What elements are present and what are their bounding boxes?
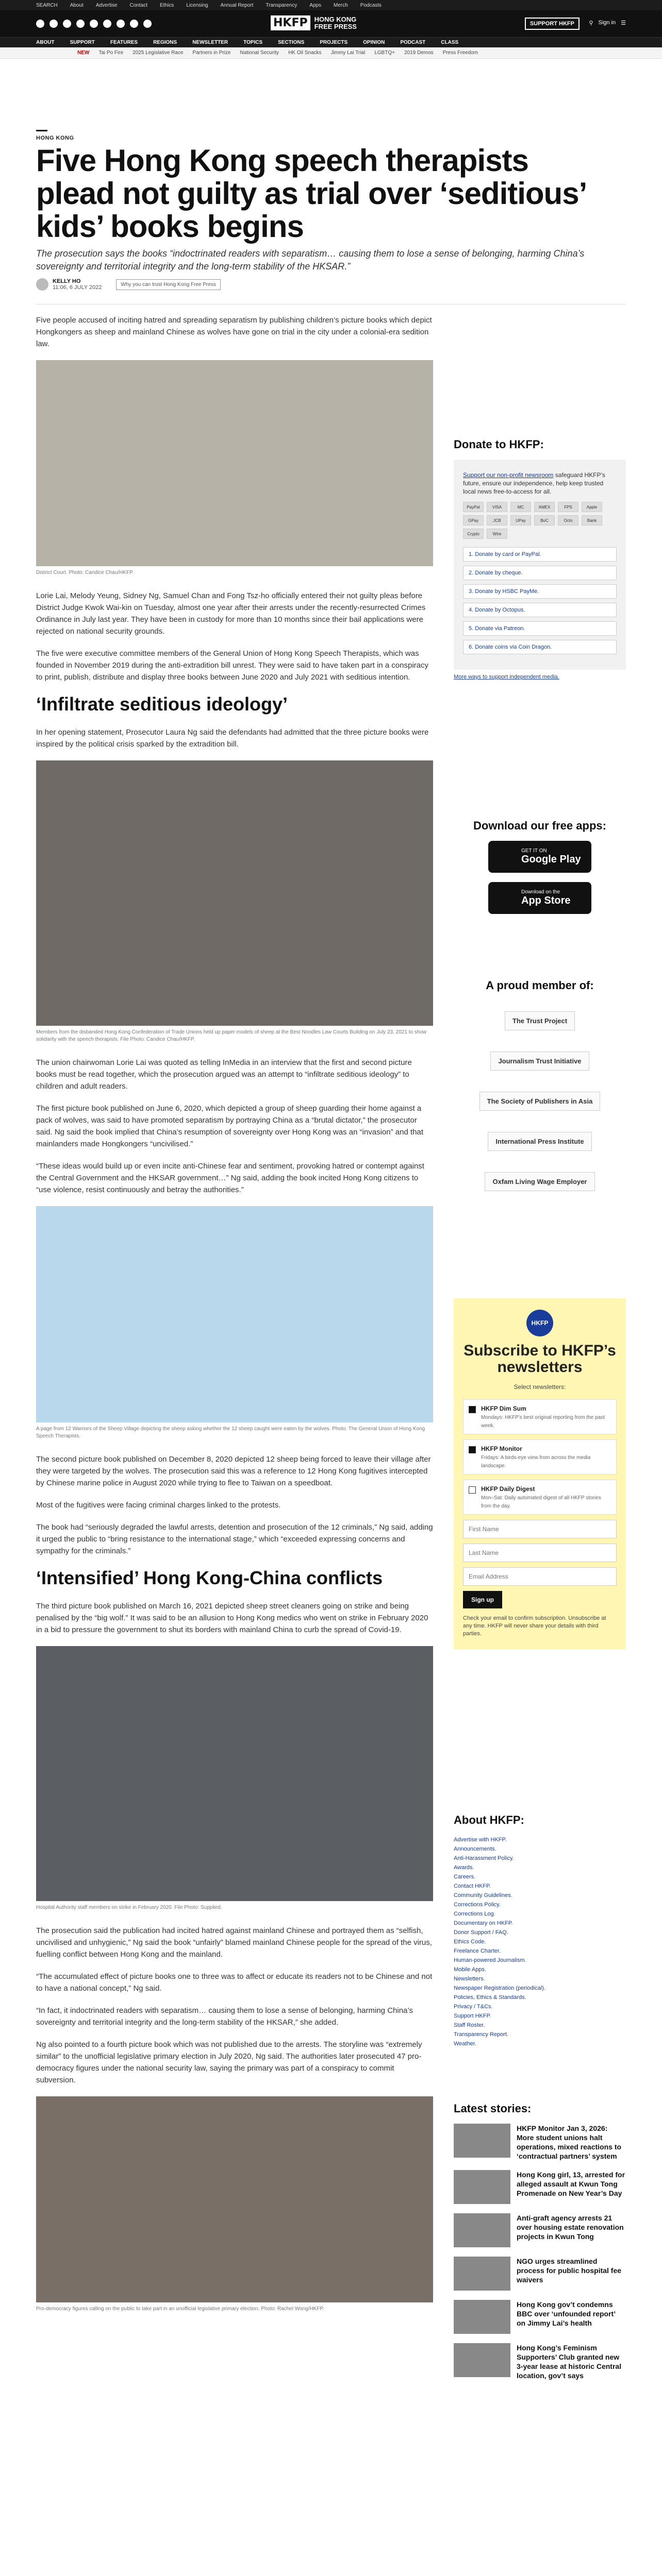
newsletter-title: Subscribe to HKFP’s newsletters	[464, 1342, 616, 1376]
threads-icon[interactable]	[76, 20, 85, 28]
newsletter-note: Check your email to confirm subscription. Unsubscribe at any time. HKFP will never share your details with third parties.	[463, 1615, 606, 1637]
last-name-field[interactable]	[463, 1544, 617, 1562]
paragraph: “In fact, it indoctrinated readers with separatism… causing them to lose a sense of belonging, harming China’s sovereignty and territorial integrity and the long-term stability of the HKSAR,” she added.	[36, 2006, 413, 2027]
topbar-item[interactable]: Advertise	[95, 2, 118, 8]
story-title[interactable]: NGO urges streamlined process for public hospital fee waivers	[517, 2257, 622, 2284]
newsletter-desc: Mondays: HKFP’s best original reporting from the past week.	[481, 1415, 605, 1429]
rss-icon[interactable]	[117, 20, 125, 28]
payment-icon: Apple	[582, 502, 602, 512]
nav-item[interactable]: SUPPORT	[70, 40, 95, 45]
donate-description	[463, 471, 617, 496]
member-logo[interactable]	[454, 1121, 626, 1161]
donate-widget	[454, 438, 626, 680]
checkbox[interactable]	[469, 1406, 476, 1413]
paragraph: Five people accused of inciting hatred and spreading separatism by publishing children’s picture books which depict Hongkongers as sheep and mainland Chinese as wolves have gone on trial in the city under a colonial-era sedition law.	[36, 316, 432, 348]
topbar-item[interactable]: Apps	[309, 2, 321, 8]
donate-option[interactable]: 5. Donate via Patreon.	[463, 621, 617, 636]
topbar-item[interactable]: Licensing	[186, 2, 208, 8]
nav-item[interactable]: CLASS	[441, 40, 459, 45]
nav-item[interactable]: FEATURES	[110, 40, 138, 45]
payment-icon: UPay	[510, 515, 531, 526]
story-item[interactable]	[454, 2213, 626, 2247]
widget-title: Latest stories:	[454, 2102, 532, 2115]
story-thumbnail	[454, 2257, 510, 2291]
payment-icon: GPay	[463, 515, 484, 526]
about-link[interactable]: Ethics Code.	[454, 1939, 486, 1945]
nav-item[interactable]: PROJECTS	[320, 40, 348, 45]
about-link[interactable]: Anti-Harassment Policy.	[454, 1855, 514, 1861]
youtube-icon[interactable]	[103, 20, 111, 28]
about-link[interactable]: Support HKFP.	[454, 2013, 491, 2019]
about-link[interactable]: Freelance Charter.	[454, 1948, 501, 1954]
about-link[interactable]: Transparency Report.	[454, 2031, 508, 2038]
story-title[interactable]: Hong Kong’s Feminism Supporters’ Club granted new 3-year lease at historic Central location, gov’t says	[517, 2344, 622, 2380]
story-thumbnail	[454, 2124, 510, 2158]
latest-stories-widget	[454, 2102, 626, 2389]
newsletter-name: HKFP Monitor	[481, 1445, 522, 1452]
paragraph: The third picture book published on March 16, 2021 depicted sheep street cleaners going on strike and being penalised by the “big wolf.” It was said to be an allusion to Hong Kong medics who went on strike in February 2020 in a bid to pressure the government to shut its borders with mainland China to curb the spread of Covid-19.	[36, 1602, 428, 1634]
newsletter-name: HKFP Dim Sum	[481, 1405, 526, 1412]
about-link[interactable]: Corrections Policy.	[454, 1902, 501, 1908]
nav-item[interactable]: ABOUT	[36, 40, 55, 45]
story-item[interactable]	[454, 2170, 626, 2204]
top-utility-bar	[0, 0, 662, 10]
payment-icon: JCB	[487, 515, 507, 526]
members-widget	[454, 979, 626, 1201]
member-logo[interactable]	[454, 1161, 626, 1201]
menu-icon[interactable]: ☰	[621, 20, 626, 26]
donate-option[interactable]: 4. Donate by Octopus.	[463, 603, 617, 617]
story-title[interactable]: Hong Kong girl, 13, arrested for alleged assault at Kwun Tong Promenade on New Year’s Day	[517, 2171, 625, 2197]
member-logo[interactable]	[454, 1081, 626, 1121]
section-heading: ‘Intensified’ Hong Kong-China conflicts	[36, 1567, 383, 1588]
app-store-button[interactable]	[488, 882, 591, 914]
nav-item[interactable]: NEWSLETTER	[192, 40, 228, 45]
app-store-label: App Store	[521, 895, 571, 906]
paragraph: In her opening statement, Prosecutor Laura Ng said the defendants had admitted that the three picture books were inspired by the political crisis sparked by the extradition bill.	[36, 728, 429, 749]
member-logo[interactable]	[454, 1001, 626, 1041]
photo-caption: Pro-democracy figures calling on the public to take part in an unofficial legislative primary election. Photo: Rachel Wong/HKFP.	[36, 2306, 324, 2312]
article-category[interactable]: HONG KONG	[36, 135, 74, 141]
payment-icon: Octo	[558, 515, 578, 526]
google-play-button[interactable]	[488, 841, 591, 873]
about-link[interactable]: Community Guidelines.	[454, 1892, 512, 1899]
payment-icon: Bank	[582, 515, 602, 526]
support-button[interactable]: SUPPORT HKFP	[525, 18, 580, 30]
donate-link[interactable]: Support our non-profit newsroom	[463, 471, 554, 479]
about-link[interactable]: Advertise with HKFP.	[454, 1837, 507, 1843]
newsletter-option[interactable]	[463, 1439, 617, 1475]
about-link[interactable]: Privacy / T&Cs.	[454, 2004, 493, 2010]
main-nav	[0, 37, 662, 47]
newsletter-desc: Mon–Sat: Daily automated digest of all HKFP stories from the day.	[481, 1495, 601, 1509]
about-link[interactable]: Contact HKFP.	[454, 1883, 491, 1889]
payment-icon: BoC	[534, 515, 555, 526]
paragraph: “The accumulated effect of picture books one to three was to affect or educate its readers not to be Chinese and not to have a national concept,” Ng said.	[36, 1972, 433, 1993]
widget-title: About HKFP:	[454, 1814, 524, 1826]
article-body	[36, 314, 433, 2326]
app-store-small: Download on the	[521, 889, 560, 895]
search-icon[interactable]: ⚲	[589, 20, 593, 26]
site-header	[0, 10, 662, 37]
story-title[interactable]: HKFP Monitor Jan 3, 2026: More student unions halt operations, mixed reactions to ‘contractual partners’ system	[517, 2124, 622, 2160]
oxfam-logo: Oxfam Living Wage Employer	[485, 1172, 594, 1191]
nav-item[interactable]: TOPICS	[243, 40, 263, 45]
about-link[interactable]: Careers.	[454, 1874, 476, 1880]
about-link[interactable]: Staff Roster.	[454, 2022, 485, 2028]
about-list	[454, 1835, 626, 2048]
new-label: NEW	[77, 50, 90, 56]
signup-button[interactable]: Sign up	[463, 1591, 502, 1608]
photo-caption: Members from the disbanded Hong Kong Confederation of Trade Unions held up paper models of sheep at the Best Noodles Law Courts Building on July 23, 2021 to show solidarity with the speech therapists. File Photo: Candice Chau/HKFP.	[36, 1029, 427, 1042]
publish-date: 11:06, 6 JULY 2022	[53, 284, 102, 291]
topbar-item[interactable]: About	[70, 2, 84, 8]
story-item[interactable]	[454, 2300, 626, 2334]
story-item[interactable]	[454, 2124, 626, 2161]
sheep-protest-photo	[36, 760, 433, 1026]
logo-mark: HKFP	[271, 15, 310, 30]
trending-item[interactable]: Press Freedom	[442, 50, 478, 56]
social-icons	[36, 20, 152, 28]
instagram-icon[interactable]	[63, 20, 71, 28]
paragraph: Lorie Lai, Melody Yeung, Sidney Ng, Samuel Chan and Fong Tsz-ho officially entered their not guilty pleas before District Judge Kwok Wai-kin on Tuesday, almost one year after their arrests under the recently-resurrected Crimes Ordinance in July last year. They have been in custody for more than 10 months since their bail applications were rejected on national security grounds.	[36, 591, 426, 636]
about-link[interactable]: Policies, Ethics & Standards.	[454, 1994, 526, 2001]
payment-icon: Wire	[487, 529, 507, 539]
medic-strike-photo	[36, 1646, 433, 1901]
picture-book-page-image	[36, 1206, 433, 1422]
site-logo[interactable]	[271, 15, 361, 30]
nav-item[interactable]: REGIONS	[153, 40, 177, 45]
about-link[interactable]: Newspaper Registration (periodical).	[454, 1985, 545, 1991]
kicker-rule	[36, 130, 47, 131]
payment-icon: FPS	[558, 502, 578, 512]
ipi-logo: International Press Institute	[488, 1132, 591, 1151]
paragraph: The prosecution said the publication had incited hatred against mainland Chinese and portrayed them as “selfish, uncivilised and unhygienic,” Ng said the book “unfairly” blamed mainland Chinese people for the spread of the virus, fuelling conflict between Hong Kong and the mainland.	[36, 1926, 432, 1959]
newsletter-intro: Select newsletters:	[514, 1383, 566, 1391]
story-thumbnail	[454, 2170, 510, 2204]
topbar-item[interactable]: SEARCH	[36, 2, 58, 8]
sign-in-link[interactable]: Sign in	[598, 20, 616, 26]
topbar-item[interactable]: Annual Report	[220, 2, 254, 8]
story-item[interactable]	[454, 2257, 626, 2291]
trending-item[interactable]: 2025 Legislative Race	[133, 50, 184, 56]
about-link[interactable]: Documentary on HKFP.	[454, 1920, 513, 1926]
widget-title: Download our free apps:	[473, 819, 606, 832]
payment-icon: Crypto	[463, 529, 484, 539]
member-logo[interactable]	[454, 1041, 626, 1081]
telegram-icon[interactable]	[130, 20, 138, 28]
mail-icon[interactable]	[143, 20, 152, 28]
trust-link[interactable]: Why you can trust Hong Kong Free Press	[116, 279, 221, 290]
story-item[interactable]	[454, 2343, 626, 2380]
paragraph: The book had “seriously degraded the lawful arrests, detention and prosecution of the 12 criminals,” Ng said, adding it urged the public to “bring resistance to the international stage,” which “exceeded expressing concerns and sympathy for the criminals.”	[36, 1523, 433, 1555]
donate-text: safeguard HKFP’s future, ensure our independence, help keep trusted local news free-to-access for all.	[463, 471, 605, 495]
donate-box	[454, 460, 626, 670]
trending-bar	[0, 47, 662, 59]
about-link[interactable]: Corrections Log.	[454, 1911, 495, 1917]
widget-title: A proud member of:	[486, 979, 594, 992]
donate-option[interactable]: 2. Donate by cheque.	[463, 566, 617, 580]
section-heading: ‘Infiltrate seditious ideology’	[36, 693, 288, 715]
trending-item[interactable]: LGBTQ+	[374, 50, 395, 56]
author-name[interactable]: KELLY HO	[53, 278, 81, 284]
about-link[interactable]: Newsletters.	[454, 1976, 485, 1982]
newsletter-desc: Fridays: A birds-eye view from across the media landscape.	[481, 1455, 591, 1469]
logo-text: HONG KONG FREE PRESS	[314, 15, 357, 30]
topbar-item[interactable]: Merch	[334, 2, 348, 8]
payment-icon: PayPal	[463, 502, 484, 512]
paragraph: The union chairwoman Lorie Lai was quoted as telling InMedia in an interview that the first and second picture books must be read together, which the prosecution argued was an attempt to “infiltrate seditious ideology” to children and adult readers.	[36, 1058, 412, 1091]
twitter-icon[interactable]	[49, 20, 58, 28]
story-title[interactable]: Anti-graft agency arrests 21 over housing estate renovation projects in Kwun Tong	[517, 2214, 624, 2241]
paragraph: Most of the fugitives were facing criminal charges linked to the protests.	[36, 1501, 281, 1510]
story-thumbnail	[454, 2300, 510, 2334]
jti-logo: Journalism Trust Initiative	[490, 1052, 589, 1071]
photo-caption: A page from 12 Warriors of the Sheep Village depicting the sheep asking whether the 12 sheep caught were eaten by the wolves. Photo: The General Union of Hong Kong Speech Therapists.	[36, 1426, 425, 1439]
photo-caption: Hospital Authority staff members on strike in February 2020. File Photo: Supplied.	[36, 1905, 222, 1910]
story-title[interactable]: Hong Kong gov’t condemns BBC over ‘unfounded report’ on Jimmy Lai’s health	[517, 2300, 616, 2327]
trending-item[interactable]: Partners in Prize	[192, 50, 231, 56]
sopa-logo: The Society of Publishers in Asia	[479, 1092, 601, 1111]
about-link[interactable]: Donor Support / FAQ.	[454, 1929, 508, 1936]
payment-icons	[463, 502, 617, 539]
email-field[interactable]	[463, 1567, 617, 1586]
about-link[interactable]: Weather.	[454, 2041, 476, 2047]
photo-caption: District Court. Photo: Candice Chau/HKFP.	[36, 570, 134, 575]
hkfp-badge: HKFP	[526, 1310, 553, 1336]
payment-icon: VISA	[487, 502, 507, 512]
newsletter-name: HKFP Daily Digest	[481, 1485, 535, 1493]
about-widget	[454, 1814, 626, 2048]
trending-item[interactable]: Tai Po Fire	[98, 50, 124, 56]
header-actions	[589, 20, 626, 26]
google-play-label: Google Play	[521, 854, 581, 865]
about-link[interactable]: Announcements.	[454, 1846, 496, 1852]
google-play-small: GET IT ON	[521, 848, 547, 854]
primary-election-photo	[36, 2096, 433, 2302]
author-avatar	[36, 278, 48, 291]
newsletter-widget	[454, 1298, 626, 1649]
about-link[interactable]: Human-powered Journalism.	[454, 1957, 526, 1963]
more-ways-link[interactable]: More ways to support independent media.	[454, 674, 559, 680]
donate-option[interactable]: 3. Donate by HSBC PayMe.	[463, 584, 617, 599]
donate-option[interactable]: 1. Donate by card or PayPal.	[463, 547, 617, 562]
byline	[36, 278, 221, 291]
linkedin-icon[interactable]	[90, 20, 98, 28]
story-thumbnail	[454, 2343, 510, 2377]
paragraph: The second picture book published on December 8, 2020 depicted 12 sheep being forced to leave their village after they were targeted by the wolves. The prosecution said this was a reference to 12 Hong Kong fugitives intercepted by Chinese marine police in August 2020 while trying to flee to Taiwan on a speedboat.	[36, 1455, 431, 1487]
article-standfirst: The prosecution says the books “indoctrinated readers with separatism… causing them to lose a sense of belonging, harming China’s sovereignty and territorial integrity and the long-term stability of the HKSAR.”	[36, 248, 585, 272]
about-link[interactable]: Mobile Apps.	[454, 1967, 486, 1973]
topbar-item[interactable]: Contact	[129, 2, 147, 8]
payment-icon: MC	[510, 502, 531, 512]
about-link[interactable]: Awards.	[454, 1865, 474, 1871]
donate-option[interactable]: 6. Donate coins via Coin Dragon.	[463, 640, 617, 654]
newsletter-option[interactable]	[463, 1480, 617, 1515]
nav-item[interactable]: OPINION	[363, 40, 385, 45]
article-headline: Five Hong Kong speech therapists plead not guilty as trial over ‘seditious’ kids’ books begins	[36, 143, 585, 244]
paragraph: The first picture book published on June 6, 2020, which depicted a group of sheep guarding their home against a pack of wolves, was said to have promoted separatism by portraying China as a “brutal dictator,” the prosecutor said. Ng said the book implied that China’s resumption of sovereignty over Hong Kong was an “invasion” and that mainlanders made Hongkongers “uncivilised.”	[36, 1104, 423, 1148]
apps-widget	[454, 819, 626, 923]
trending-item[interactable]: National Security	[240, 50, 279, 56]
payment-icon: AMEX	[534, 502, 555, 512]
checkbox[interactable]	[469, 1446, 476, 1453]
paragraph: “These ideas would build up or even incite anti-Chinese fear and sentiment, provoking hatred or contempt against the Central Government and the HKSAR government…” Ng said, adding the book incited Hong Kong citizens to “use violence, resist continuously and betray the authorities.”	[36, 1162, 424, 1194]
widget-title: Donate to HKFP:	[454, 438, 544, 451]
nav-item[interactable]: PODCAST	[400, 40, 426, 45]
topbar-item[interactable]: Podcasts	[360, 2, 382, 8]
trending-item[interactable]: 2019 Demos	[404, 50, 434, 56]
trust-project-logo: The Trust Project	[505, 1011, 575, 1030]
first-name-field[interactable]	[463, 1520, 617, 1538]
facebook-icon[interactable]	[36, 20, 44, 28]
checkbox[interactable]	[469, 1486, 476, 1494]
paragraph: The five were executive committee members of the General Union of Hong Kong Speech Therapists, which was founded in November 2019 during the anti-extradition bill unrest. They were said to have taken part in a conspiracy to print, publish, distribute and display three books between June 2020 and July 2021 with seditious intention.	[36, 649, 429, 682]
nav-item[interactable]: SECTIONS	[278, 40, 305, 45]
paragraph: Ng also pointed to a fourth picture book which was not published due to the arrests. The storyline was “extremely similar” to the unofficial legislative primary election in July 2020, Ng said. The authorities later prosecuted 47 pro-democracy figures under the national security law, saying the primary was part of a conspiracy to commit subversion.	[36, 2040, 422, 2084]
topbar-item[interactable]: Ethics	[159, 2, 174, 8]
district-court-photo	[36, 360, 433, 566]
newsletter-option[interactable]	[463, 1399, 617, 1434]
trending-item[interactable]: Jimmy Lai Trial	[330, 50, 366, 56]
trending-item[interactable]: HK Oil Snacks	[288, 50, 322, 56]
story-thumbnail	[454, 2213, 510, 2247]
topbar-item[interactable]: Transparency	[266, 2, 297, 8]
